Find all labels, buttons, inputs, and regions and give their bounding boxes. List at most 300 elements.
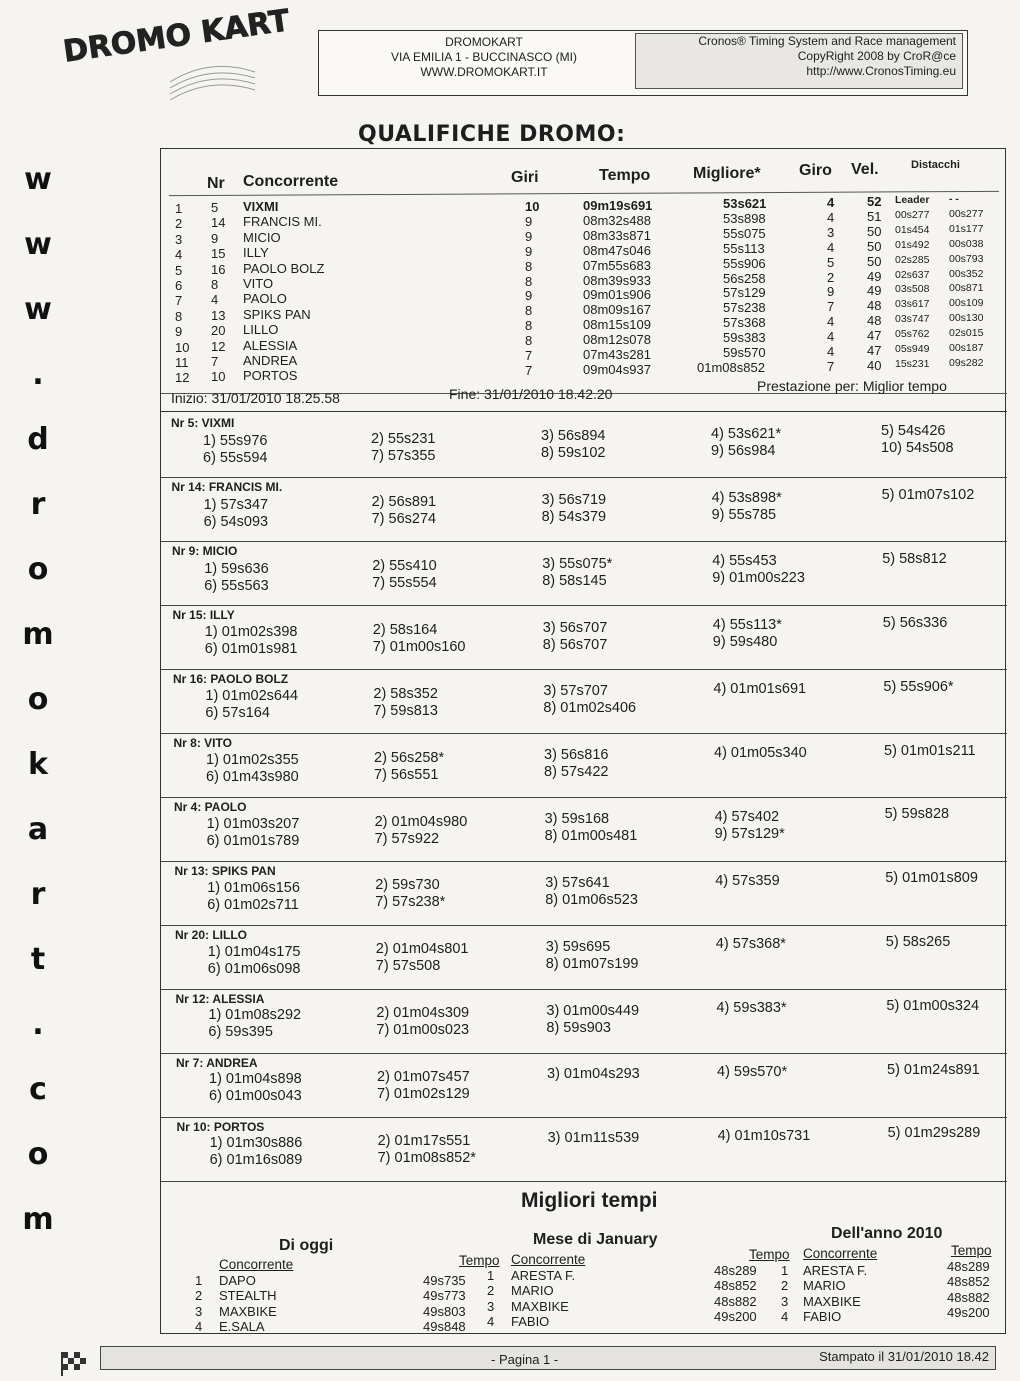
result-gap-prev: 00s130	[949, 312, 984, 325]
result-gap-prev: - -	[949, 193, 959, 205]
lap-time: 4) 53s621*	[711, 425, 782, 442]
result-time: 07m43s281	[583, 347, 651, 362]
best-time-pos: 4	[487, 1313, 495, 1329]
lap-time: 8) 01m02s406	[543, 700, 637, 717]
lap-time: 6) 55s563	[204, 577, 269, 594]
lap-time: 3) 01m11s539	[547, 1130, 640, 1147]
checkered-flag-icon	[60, 1350, 94, 1376]
best-month-col-driver: Concorrente	[511, 1252, 586, 1267]
laps-block-title: Nr 15: ILLY	[172, 608, 235, 622]
lap-time: 7) 57s922	[374, 830, 440, 847]
lap-time: 6) 01m06s098	[207, 960, 301, 977]
lap-time: 2) 01m17s551	[377, 1132, 471, 1149]
result-best: 55s075	[723, 225, 766, 241]
result-laps: 7	[525, 348, 533, 363]
lap-time: 8) 57s422	[544, 764, 609, 781]
best-time-pos: 1	[195, 1273, 203, 1288]
result-gap-leader: Leader	[895, 194, 930, 206]
lap-time: 6) 01m01s789	[206, 832, 300, 849]
best-time-pos: 3	[487, 1298, 495, 1314]
result-gap-prev: 00s187	[949, 342, 984, 354]
lap-time: 3) 57s641	[545, 874, 610, 891]
laps-block-title: Nr 4: PAOLO	[174, 800, 247, 814]
lap-time: 7) 59s813	[373, 702, 438, 719]
lap-time: 7) 56s551	[374, 766, 439, 783]
result-best: 53s898	[723, 210, 766, 226]
result-speed: 49	[867, 268, 882, 284]
best-time-value: 49s848	[423, 1318, 466, 1334]
result-nr: 13	[211, 307, 226, 323]
laps-block-title: Nr 7: ANDREA	[176, 1056, 258, 1070]
lap-time: 1) 01m30s886	[209, 1135, 303, 1152]
result-best: 01m08s852	[697, 359, 765, 375]
credit-box	[635, 33, 963, 89]
result-gap-prev: 00s352	[949, 267, 984, 280]
result-gap-leader: 05s762	[895, 328, 930, 341]
session-end: Fine: 31/01/2010 18.42.20	[449, 386, 613, 402]
result-time: 08m33s871	[583, 227, 651, 243]
best-time-value: 49s200	[714, 1308, 757, 1324]
result-time: 09m04s937	[583, 361, 651, 377]
lap-time: 3) 56s707	[542, 619, 608, 636]
lap-time: 4) 01m05s340	[714, 744, 807, 761]
laps-block-title: Nr 8: VITO	[173, 736, 232, 750]
result-nr: 14	[211, 215, 226, 231]
result-time: 08m32s488	[583, 212, 651, 228]
result-name: SPIKS PAN	[243, 306, 311, 322]
laps-block-divider	[161, 669, 1007, 670]
best-time-pos: 1	[781, 1263, 789, 1278]
result-name: VITO	[243, 276, 274, 291]
lap-time: 9) 59s480	[712, 634, 778, 651]
lap-time: 5) 55s906*	[883, 678, 954, 695]
laps-block-divider	[161, 861, 1007, 862]
lap-time: 4) 55s113*	[712, 617, 782, 634]
result-best-lap: 4	[827, 195, 835, 210]
result-laps: 9	[525, 228, 533, 244]
lap-time: 4) 01m01s691	[713, 681, 807, 698]
best-time-name: DAPO	[219, 1273, 256, 1288]
lap-time: 2) 01m07s457	[377, 1068, 470, 1085]
lap-time: 9) 57s129*	[714, 825, 785, 842]
best-time-name: FABIO	[511, 1313, 550, 1329]
result-best: 57s368	[723, 315, 766, 331]
result-gap-prev: 02s015	[949, 327, 984, 340]
lap-time: 8) 01m00s481	[544, 828, 638, 845]
lap-time: 8) 01m07s199	[545, 955, 639, 972]
lap-time: 1) 01m02s644	[205, 688, 299, 705]
best-time-name: ARESTA F.	[511, 1268, 576, 1283]
result-nr: 5	[211, 200, 219, 215]
lap-time: 8) 59s102	[541, 445, 606, 462]
lap-time: 3) 01m00s449	[546, 1002, 640, 1019]
dromokart-logo	[60, 3, 292, 112]
result-nr: 20	[211, 323, 226, 339]
lap-time: 1) 01m04s175	[207, 943, 301, 960]
lap-time: 8) 01m06s523	[545, 891, 638, 908]
best-time-name: MAXBIKE	[511, 1298, 569, 1314]
side-letter: w	[24, 162, 52, 197]
result-best: 55s906	[723, 255, 766, 271]
result-gap-leader: 02s637	[895, 268, 930, 281]
lap-time: 6) 59s395	[208, 1024, 273, 1041]
lap-time: 5) 01m01s809	[885, 870, 978, 887]
lap-time: 5) 01m00s324	[886, 997, 980, 1014]
result-nr: 8	[211, 277, 219, 292]
best-time-pos: 2	[195, 1288, 203, 1304]
lap-time: 5) 58s812	[882, 551, 947, 568]
best-time-name: ARESTA F.	[803, 1263, 868, 1278]
lap-time: 2) 58s352	[373, 685, 438, 702]
result-time: 08m09s167	[583, 302, 651, 318]
side-letter: w	[24, 292, 52, 327]
col-gaps: Distacchi	[911, 159, 960, 171]
result-gap-prev: 09s282	[949, 356, 984, 369]
result-nr: 12	[211, 338, 226, 354]
lap-time: 4) 01m10s731	[717, 1127, 811, 1144]
lap-time: 5) 54s426	[881, 423, 946, 440]
best-year-col-time: Tempo	[749, 1247, 790, 1262]
best-time-value-right: 48s289	[947, 1259, 990, 1274]
result-name: FRANCIS MI.	[243, 214, 322, 230]
result-time: 07m55s683	[583, 257, 651, 273]
side-letter: o	[27, 682, 49, 717]
result-pos: 5	[175, 262, 183, 278]
result-name: PAOLO	[243, 291, 287, 307]
lap-time: 3) 55s075*	[542, 555, 613, 572]
result-best-lap: 7	[827, 358, 835, 374]
lap-time: 3) 59s695	[545, 938, 611, 955]
lap-time: 7) 01m02s129	[377, 1085, 470, 1102]
result-laps: 9	[525, 243, 533, 259]
result-nr: 9	[211, 230, 219, 246]
result-gap-prev: 00s109	[949, 297, 984, 310]
lap-time: 8) 56s707	[542, 636, 608, 653]
best-time-name: MAXBIKE	[803, 1293, 861, 1309]
laps-block-divider	[161, 1117, 1007, 1118]
lap-time: 5) 01m01s211	[884, 742, 976, 759]
result-laps: 8	[525, 273, 533, 289]
col-driver: Concorrente	[243, 173, 339, 190]
result-nr: 15	[211, 246, 226, 262]
side-letter: .	[32, 357, 44, 392]
col-nr: Nr	[207, 175, 225, 192]
results-box	[160, 148, 1006, 1334]
result-nr: 16	[211, 261, 226, 277]
side-letter: c	[29, 1072, 47, 1107]
result-gap-prev: 00s277	[949, 207, 984, 220]
best-time-pos: 2	[487, 1283, 495, 1299]
best-time-value: 49s773	[423, 1288, 466, 1304]
best-year-col-time-right: Tempo	[951, 1243, 992, 1258]
best-time-name: STEALTH	[219, 1288, 277, 1304]
lap-time: 2) 01m04s801	[375, 941, 469, 958]
best-time-pos: 3	[781, 1293, 789, 1309]
result-name: PAOLO BOLZ	[243, 260, 325, 276]
lap-time: 3) 59s168	[544, 811, 610, 828]
lap-time: 2) 55s410	[372, 558, 437, 575]
page-title: QUALIFICHE DROMO:	[358, 122, 626, 147]
col-laps: Giri	[511, 169, 539, 186]
lap-time: 1) 01m06s156	[207, 879, 300, 896]
lap-time: 4) 57s359	[715, 872, 780, 889]
side-letter: k	[28, 747, 48, 782]
lap-time: 1) 57s347	[203, 496, 269, 513]
venue-web: WWW.DROMOKART.IT	[420, 65, 548, 79]
laps-block-divider	[161, 477, 1007, 478]
laps-block-divider	[161, 541, 1007, 542]
footer-printed: Stampato il 31/01/2010 18.42	[819, 1349, 989, 1364]
lap-time: 7) 01m08s852*	[377, 1149, 476, 1166]
col-time: Tempo	[599, 167, 651, 184]
best-month-title: Mese di January	[533, 1231, 658, 1248]
best-today-col-driver: Concorrente	[219, 1257, 294, 1272]
lap-time: 5) 56s336	[882, 614, 948, 631]
result-speed: 47	[867, 343, 882, 358]
result-nr: 10	[211, 369, 226, 385]
result-best-lap: 3	[827, 224, 835, 240]
best-time-pos: 4	[195, 1318, 203, 1334]
laps-block-title: Nr 14: FRANCIS MI.	[171, 480, 283, 494]
laps-block-divider	[161, 925, 1007, 926]
result-pos: 11	[175, 355, 189, 370]
best-year-title: Dell'anno 2010	[831, 1225, 943, 1242]
result-name: ANDREA	[243, 353, 298, 368]
footer-page: - Pagina 1 -	[491, 1352, 559, 1367]
result-nr: 4	[211, 292, 219, 308]
laps-block-title: Nr 9: MICIO	[172, 544, 238, 558]
result-best-lap: 4	[827, 344, 835, 359]
result-speed: 50	[867, 238, 882, 254]
laps-block-title: Nr 12: ALESSIA	[175, 992, 265, 1006]
best-time-value: 49s803	[423, 1303, 466, 1319]
side-letter: r	[30, 877, 46, 912]
result-time: 08m39s933	[583, 272, 651, 288]
result-name: VIXMI	[243, 199, 279, 214]
footer-bar	[100, 1346, 996, 1370]
lap-time: 1) 01m03s207	[206, 815, 300, 832]
lap-time: 6) 55s594	[203, 450, 268, 466]
lap-time: 6) 01m02s711	[207, 896, 299, 913]
result-time: 09m19s691	[583, 198, 653, 213]
result-gap-leader: 03s747	[895, 313, 930, 326]
lap-time: 4) 59s383*	[716, 1000, 787, 1017]
col-speed: Vel.	[851, 161, 879, 178]
result-name: ALESSIA	[243, 337, 298, 353]
result-name: ILLY	[243, 245, 269, 261]
best-times-title: Migliori tempi	[521, 1189, 658, 1212]
header-box	[318, 30, 968, 96]
lap-time: 4) 57s402	[714, 808, 780, 825]
result-gap-leader: 01s454	[895, 223, 930, 236]
lap-time: 6) 57s164	[205, 705, 270, 722]
lap-time: 5) 01m07s102	[881, 487, 975, 504]
laps-block-title: Nr 13: SPIKS PAN	[174, 864, 276, 878]
side-letter: t	[30, 942, 46, 977]
result-time: 08m15s109	[583, 317, 651, 333]
lap-time: 7) 57s238*	[375, 894, 446, 911]
result-pos: 6	[175, 278, 183, 293]
lap-time: 2) 55s231	[371, 430, 436, 447]
lap-time: 3) 56s719	[541, 492, 607, 509]
result-time: 09m01s906	[583, 287, 651, 303]
lap-time: 1) 55s976	[203, 433, 268, 449]
result-best-lap: 2	[827, 269, 835, 285]
lap-time: 9) 56s984	[711, 442, 776, 459]
lap-time: 8) 59s903	[546, 1019, 611, 1036]
result-speed: 50	[867, 253, 882, 269]
lap-time: 6) 01m00s043	[209, 1088, 302, 1105]
result-best: 53s621	[723, 196, 767, 211]
best-time-value: 48s852	[714, 1278, 757, 1294]
lap-time: 8) 58s145	[542, 572, 607, 589]
result-speed: 47	[867, 328, 882, 344]
result-best: 59s570	[723, 345, 766, 360]
lap-time: 5) 01m29s289	[887, 1125, 981, 1142]
side-letter: m	[22, 1202, 54, 1237]
lap-time: 1) 01m02s355	[206, 752, 299, 769]
laps-block-divider	[161, 733, 1007, 734]
lap-time: 4) 55s453	[712, 553, 777, 570]
venue-address: VIA EMILIA 1 - BUCCINASCO (MI)	[390, 50, 578, 64]
result-speed: 52	[867, 194, 882, 209]
result-name: PORTOS	[243, 368, 298, 384]
lap-time: 7) 55s554	[372, 575, 437, 592]
result-best-lap: 4	[827, 314, 835, 330]
side-letter: w	[24, 227, 52, 262]
result-best: 57s238	[723, 300, 766, 316]
session-divider	[161, 411, 1007, 412]
result-laps: 8	[525, 333, 533, 349]
lap-time: 1) 01m02s398	[204, 624, 298, 641]
best-time-name: MARIO	[511, 1283, 554, 1299]
result-best-lap: 4	[827, 329, 835, 345]
result-speed: 40	[867, 357, 882, 373]
best-today-col-time: Tempo	[459, 1253, 500, 1268]
laps-block-title: Nr 16: PAOLO BOLZ	[173, 672, 289, 686]
lap-time: 4) 53s898*	[711, 489, 782, 506]
result-gap-leader: 00s277	[895, 208, 930, 221]
result-gap-prev: 00s793	[949, 252, 984, 265]
result-gap-leader: 15s231	[895, 357, 930, 370]
lap-time: 2) 59s730	[375, 877, 440, 894]
side-letter: m	[22, 617, 54, 652]
logo-text-top: DROMO KART	[61, 3, 292, 70]
result-best: 55s113	[723, 240, 765, 256]
session-ranking: Prestazione per: Miglior tempo	[757, 378, 947, 394]
side-letter: o	[27, 1137, 49, 1172]
lap-time: 4) 59s570*	[717, 1064, 788, 1080]
lap-time: 5) 58s265	[885, 933, 951, 950]
result-best: 57s129	[723, 285, 766, 301]
result-laps: 9	[525, 213, 533, 229]
result-speed: 49	[867, 283, 882, 299]
session-start: Inizio: 31/01/2010 18.25.58	[171, 390, 340, 406]
result-pos: 2	[175, 216, 183, 232]
result-nr: 7	[211, 354, 219, 369]
best-year-col-driver: Concorrente	[803, 1246, 878, 1261]
result-gap-prev: 00s038	[949, 237, 984, 250]
best-today-title: Di oggi	[279, 1237, 334, 1254]
lap-time: 5) 01m24s891	[887, 1061, 980, 1078]
result-speed: 51	[867, 208, 882, 224]
result-gap-leader: 03s508	[895, 283, 930, 296]
lap-time: 6) 01m01s981	[204, 641, 298, 658]
lap-time: 6) 01m43s980	[206, 769, 299, 786]
best-time-value: 49s735	[423, 1273, 466, 1288]
lap-time: 1) 01m04s898	[209, 1071, 302, 1088]
lap-time: 8) 54s379	[541, 509, 607, 526]
result-speed: 48	[867, 298, 882, 314]
lap-time: 7) 57s355	[371, 447, 436, 464]
result-best-lap: 4	[827, 239, 835, 255]
result-best: 59s383	[723, 330, 766, 346]
result-laps: 8	[525, 318, 533, 334]
best-time-value: 48s289	[714, 1263, 757, 1278]
result-gap-prev: 00s871	[949, 282, 984, 295]
result-gap-leader: 01s492	[895, 238, 930, 251]
col-best: Migliore*	[693, 165, 761, 182]
best-time-pos: 1	[487, 1268, 495, 1283]
laps-block-title: Nr 5: VIXMI	[171, 416, 235, 430]
lap-time: 2) 56s258*	[374, 749, 445, 766]
lap-time: 2) 01m04s309	[376, 1004, 470, 1021]
side-letter: a	[27, 812, 49, 847]
credit-line-3: http://www.CronosTiming.eu	[806, 64, 956, 78]
side-letter: .	[32, 1007, 44, 1042]
result-time: 08m12s078	[583, 332, 651, 348]
result-pos: 3	[175, 231, 183, 247]
result-speed: 48	[867, 313, 882, 329]
result-pos: 7	[175, 293, 183, 309]
best-time-name: MARIO	[803, 1278, 846, 1294]
lap-time: 2) 58s164	[372, 622, 438, 639]
best-time-value-right: 49s200	[947, 1304, 990, 1320]
lap-time: 7) 01m00s160	[372, 639, 466, 656]
result-pos: 1	[175, 201, 183, 216]
venue-info	[319, 35, 649, 80]
laps-block-divider	[161, 1181, 1007, 1182]
result-laps: 9	[525, 288, 533, 304]
result-best-lap: 4	[827, 209, 835, 225]
lap-time: 6) 01m16s089	[209, 1152, 303, 1169]
best-time-value-right: 48s852	[947, 1274, 990, 1290]
result-name: LILLO	[243, 322, 279, 338]
result-best: 56s258	[723, 270, 766, 286]
best-time-pos: 2	[781, 1278, 789, 1294]
lap-time: 7) 01m00s023	[376, 1021, 470, 1038]
lap-time: 2) 01m04s980	[374, 813, 468, 830]
best-time-value-right: 48s882	[947, 1289, 990, 1305]
result-pos: 4	[175, 247, 183, 263]
lap-time: 9) 01m00s223	[712, 570, 805, 587]
best-time-value: 48s882	[714, 1293, 757, 1309]
laps-block-title: Nr 20: LILLO	[175, 928, 248, 942]
side-letter: d	[27, 422, 49, 457]
lap-time: 10) 54s508	[881, 440, 954, 457]
lap-time: 7) 56s274	[371, 511, 437, 528]
best-time-pos: 3	[195, 1303, 203, 1319]
lap-time: 3) 56s894	[541, 428, 606, 445]
laps-block-divider	[161, 1053, 1007, 1054]
laps-block-divider	[161, 605, 1007, 606]
side-letter: r	[30, 487, 46, 522]
best-time-name: MAXBIKE	[219, 1303, 277, 1319]
result-name: MICIO	[243, 229, 281, 245]
lap-time: 4) 57s368*	[715, 936, 786, 953]
lap-time: 3) 01m04s293	[547, 1066, 640, 1083]
best-time-name: FABIO	[803, 1308, 842, 1324]
